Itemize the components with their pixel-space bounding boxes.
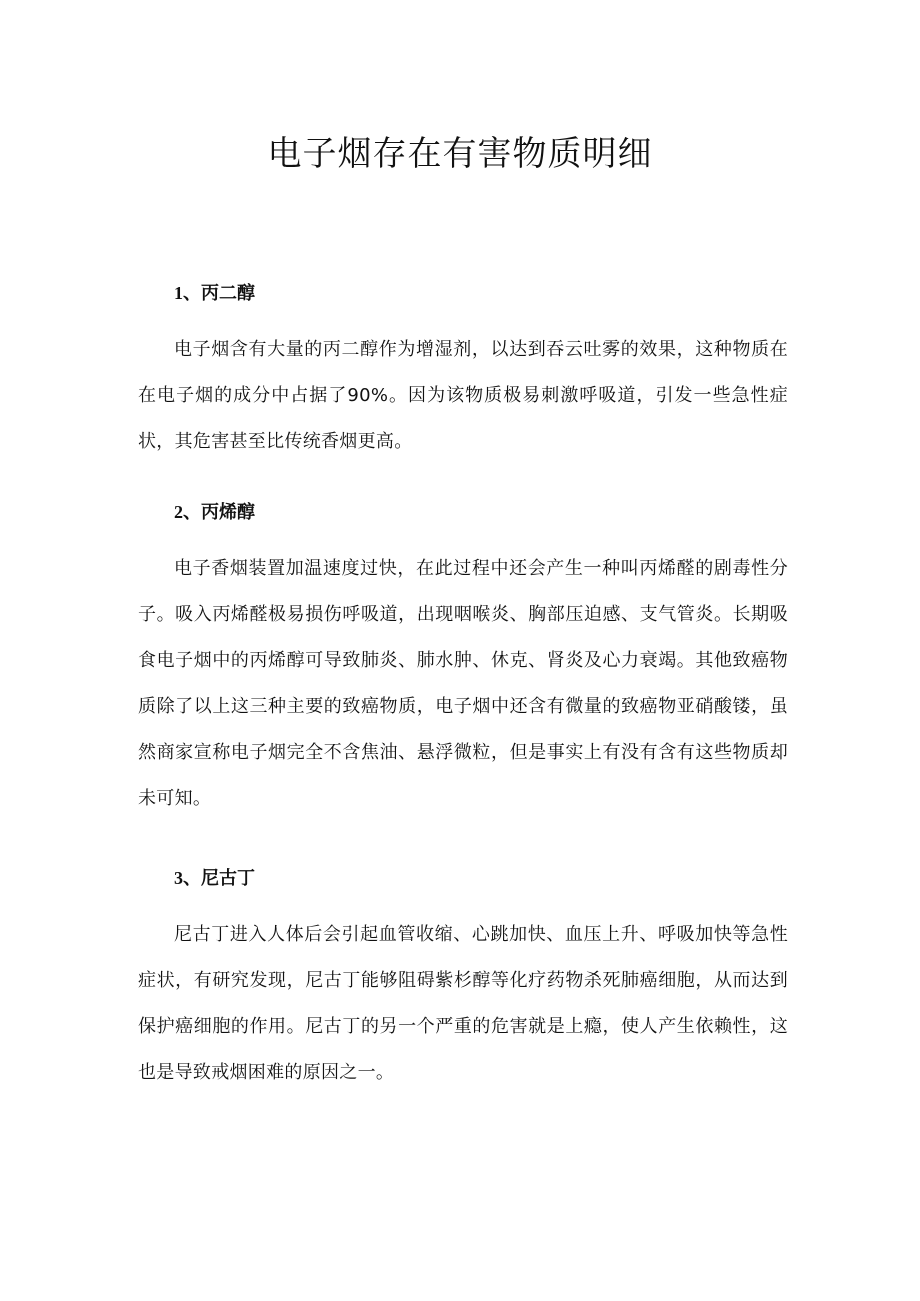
section-body: 电子香烟装置加温速度过快，在此过程中还会产生一种叫丙烯醛的剧毒性分子。吸入丙烯醛极易损伤呼吸道，出现咽喉炎、胸部压迫感、支气管炎。长期吸食电子烟中的丙烯醇可导致肺炎、肺水肿、休克、肾炎及心力衰竭。其他致癌物质除了以上这三种主要的致癌物质，电子烟中还含有微量的致癌物亚硝酸镂，虽然商家宣称电子烟完全不含焦油、悬浮微粒，但是事实上有没有含有这些物质却未可知。 (138, 558, 788, 809)
section-number: 1 (174, 283, 183, 303)
document-title: 电子烟存在有害物质明细 (267, 134, 653, 174)
section-propylene-glycol (138, 280, 788, 465)
section-number: 3 (174, 868, 183, 888)
section-heading (174, 865, 788, 892)
section-propenol (138, 499, 788, 822)
section-heading-text: 、尼古丁 (183, 868, 255, 889)
section-nicotine (138, 865, 788, 1096)
section-body: 尼古丁进入人体后会引起血管收缩、心跳加快、血压上升、呼吸加快等急性症状，有研究发现，尼古丁能够阻碍紫杉醇等化疗药物杀死肺癌细胞，从而达到保护癌细胞的作用。尼古丁的另一个严重的危害就是上瘾，使人产生依赖性，这也是导致戒烟困难的原因之一。 (138, 924, 788, 1083)
section-number: 2 (174, 502, 183, 522)
section-heading (174, 280, 788, 307)
section-heading-text: 、丙二醇 (183, 283, 255, 304)
section-body: 电子烟含有大量的丙二醇作为增湿剂，以达到吞云吐雾的效果，这种物质在在电子烟的成分中占据了90%。因为该物质极易刺激呼吸道，引发一些急性症状，其危害甚至比传统香烟更高。 (138, 339, 788, 452)
section-heading (174, 499, 788, 526)
section-heading-text: 、丙烯醇 (183, 502, 255, 523)
